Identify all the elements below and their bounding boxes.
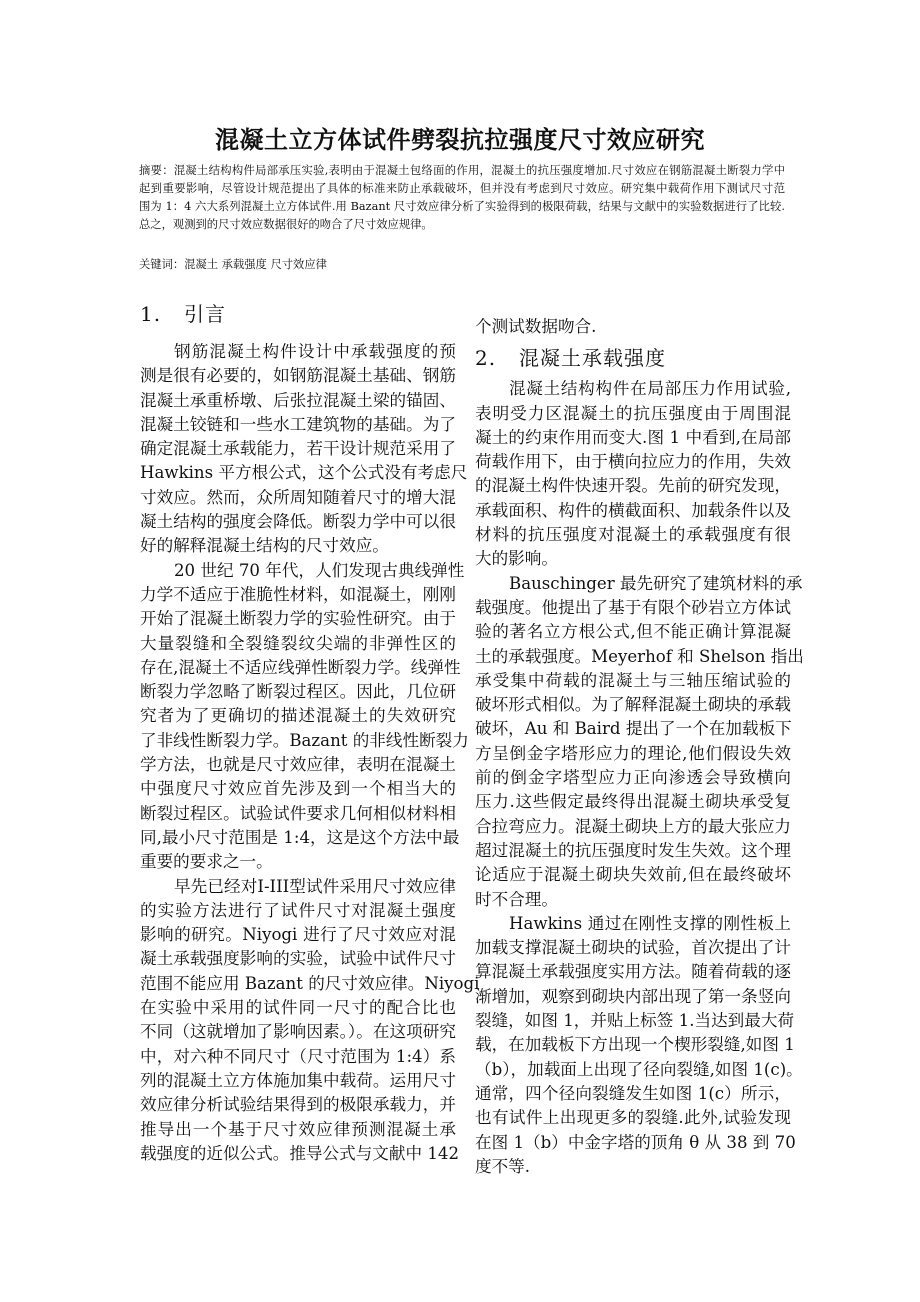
text-line: 方呈倒金字塔形应力的理论,他们假设失效 (475, 743, 791, 763)
text-line: 范围不能应用 Bazant 的尺寸效应律。Niyogi (140, 973, 480, 993)
text-line: 合拉弯应力。混凝土砌块上方的最大张应力 (475, 816, 791, 836)
text-line: 在图 1（b）中金字塔的顶角 θ 从 38 到 70 (475, 1132, 796, 1152)
text-line: 大的影响。 (475, 549, 558, 569)
text-line: 推导出一个基于尺寸效应律预测混凝土承 (140, 1119, 456, 1139)
keywords: 关键词：混凝土 承载强度 尺寸效应律 (139, 258, 327, 271)
text-line: 早先已经对I-III型试件采用尺寸效应律 (174, 876, 456, 896)
abstract (139, 162, 785, 234)
text-line: 学方法，也就是尺寸效应律，表明在混凝土 (140, 755, 456, 775)
text-line: 列的混凝土立方体施加集中载荷。运用尺寸 (140, 1070, 456, 1090)
text-line: 混凝土承重桥墩、后张拉混凝土梁的锚固、 (140, 390, 456, 410)
text-line: 荷载作用下，由于横向拉应力的作用，失效 (475, 452, 791, 472)
text-line: 载强度。他提出了基于有限个砂岩立方体试 (475, 597, 791, 617)
text-line: 开始了混凝土断裂力学的实验性研究。由于 (140, 609, 456, 629)
text-line: Bauschinger 最先研究了建筑材料的承 (509, 573, 803, 593)
text-line: 表明受力区混凝土的抗压强度由于周围混 (475, 403, 791, 423)
text-line: 影响的研究。Niyogi 进行了尺寸效应对混 (140, 925, 456, 945)
text-line: 凝土结构的强度会降低。断裂力学中可以很 (140, 512, 456, 532)
text-line: 存在,混凝土不适应线弹性断裂力学。线弹性 (140, 657, 461, 677)
left-column (140, 340, 480, 1166)
text-line: 力学不适应于准脆性材料，如混凝土，刚刚 (140, 584, 456, 604)
text-line: 压力.这些假定最终得出混凝土砌块承受复 (475, 792, 791, 812)
text-line: 断裂过程区。试验试件要求几何相似材料相 (140, 803, 456, 823)
text-line: 验的著名立方根公式,但不能正确计算混凝 (475, 622, 791, 642)
text-line: 大量裂缝和全裂缝裂纹尖端的非弹性区的 (140, 633, 456, 653)
right-column (475, 315, 804, 1179)
text-line: 算混凝土承载强度实用方法。随着荷载的逐 (475, 962, 791, 982)
abstract-line: 摘要：混凝土结构构件局部承压实验,表明由于混凝土包络面的作用，混凝土的抗压强度增加.尺寸效应在钢筋混凝土断裂力学中 (139, 164, 785, 177)
text-line: 的实验方法进行了试件尺寸对混凝土强度 (140, 900, 456, 920)
paragraph (140, 875, 480, 1167)
text-line: 破坏，Au 和 Baird 提出了一个在加载板下 (475, 719, 792, 739)
text-line: 在实验中采用的试件同一尺寸的配合比也 (140, 998, 456, 1018)
text-line: 确定混凝土承载能力，若干设计规范采用了 (140, 439, 456, 459)
section-title: 混凝土承载强度 (519, 346, 666, 371)
text-line: 了非线性断裂力学。Bazant 的非线性断裂力 (140, 730, 469, 750)
text-line: 同,最小尺寸范围是 1:4，这是这个方法中最 (140, 827, 460, 847)
paragraph (475, 572, 804, 912)
document-title: 混凝土立方体试件劈裂抗拉强度尺寸效应研究 (215, 125, 705, 154)
text-line: 时不合理。 (475, 889, 558, 909)
text-line: 钢筋混凝土构件设计中承载强度的预 (174, 342, 456, 361)
paragraph (475, 377, 791, 571)
text-line: 断裂力学忽略了断裂过程区。因此，几位研 (140, 682, 456, 702)
paragraph (475, 912, 803, 1179)
text-line: 材料的抗压强度对混凝土的承载强度有很 (475, 525, 791, 545)
text-line: 破坏形式相似。为了解释混凝土砌块的承载 (475, 695, 791, 715)
text-line: 效应律分析试验结果得到的极限承载力，并 (140, 1095, 456, 1115)
text-line: 不同（这就增加了影响因素。）。在这项研究 (140, 1022, 456, 1042)
text-line: 凝土的约束作用而变大.图 1 中看到,在局部 (475, 427, 791, 447)
text-line: 通常，四个径向裂缝发生如图 1(c）所示， (475, 1083, 791, 1103)
text-line: 究者为了更确切的描述混凝土的失效研究 (140, 706, 456, 726)
continuation-line: 个测试数据吻合. (475, 317, 597, 336)
text-line: 前的倒金字塔型应力正向渗透会导致横向 (475, 768, 791, 788)
text-line: 中，对六种不同尺寸（尺寸范围为 1:4）系 (140, 1046, 456, 1066)
section-number: 1. (140, 302, 162, 326)
text-line: 度不等. (475, 1156, 531, 1176)
abstract-line: 起到重要影响，尽管设计规范提出了具体的标准来防止承载破坏，但并没有考虑到尺寸效应。研究集中载荷作用下测试尺寸范 (139, 182, 785, 195)
text-line: 20 世纪 70 年代，人们发现古典线弹性 (174, 560, 465, 580)
section-title: 引言 (184, 302, 226, 326)
text-line: Hawkins 平方根公式，这个公式没有考虑尺 (140, 463, 468, 483)
text-line: 的混凝土构件快速开裂。先前的研究发现， (475, 476, 791, 496)
paragraph (140, 559, 469, 875)
paragraph (140, 340, 468, 559)
text-line: 寸效应。然而，众所周知随着尺寸的增大混 (140, 487, 456, 507)
text-line: 超过混凝土的抗压强度时发生失效。这个理 (475, 840, 791, 860)
text-line: 好的解释混凝土结构的尺寸效应。 (140, 536, 389, 556)
text-line: 土的承载强度。Meyerhof 和 Shelson 指出 (475, 646, 804, 666)
text-line: 承受集中荷载的混凝土与三轴压缩试验的 (475, 670, 791, 690)
text-line: 裂缝，如图 1，并贴上标签 1.当达到最大荷 (475, 1011, 795, 1031)
section-1-heading (140, 299, 226, 329)
text-line: 载强度的近似公式。推导公式与文献中 142 (140, 1143, 460, 1163)
text-line: 载，在加载板下方出现一个楔形裂缝,如图 1 (475, 1035, 795, 1055)
text-line: 中强度尺寸效应首先涉及到一个相当大的 (140, 779, 456, 799)
abstract-line: 总之，观测到的尺寸效应数据很好的吻合了尺寸效应规律。 (139, 218, 433, 231)
section-number: 2. (475, 346, 497, 371)
text-line: 承载面积、构件的横截面积、加载条件以及 (475, 500, 791, 520)
text-line: 渐增加，观察到砌块内部出现了第一条竖向 (475, 986, 791, 1006)
text-line: 混凝土铰链和一些水工建筑物的基础。为了 (140, 414, 456, 434)
text-line: 测是很有必要的，如钢筋混凝土基础、钢筋 (140, 366, 456, 386)
text-line: 重要的要求之一。 (140, 852, 273, 872)
text-line: 混凝土结构构件在局部压力作用试验, (509, 379, 791, 399)
text-line: （b），加载面上出现了径向裂缝,如图 1(c)。 (475, 1059, 803, 1079)
text-line: 凝土承载强度影响的实验，试验中试件尺寸 (140, 949, 456, 969)
text-line: 也有试件上出现更多的裂缝.此外,试验发现 (475, 1108, 791, 1128)
section-2-heading (475, 343, 791, 373)
text-line: 加载支撑混凝土砌块的试验，首次提出了计 (475, 938, 791, 958)
text-line: 论适应于混凝土砌块失效前,但在最终破坏 (475, 865, 791, 885)
text-line: Hawkins 通过在刚性支撑的刚性板上 (509, 913, 791, 933)
abstract-line: 围为 1：4 六大系列混凝土立方体试件.用 Bazant 尺寸效应律分析了实验得到的极限荷载，结果与文献中的实验数据进行了比较. (139, 200, 785, 213)
